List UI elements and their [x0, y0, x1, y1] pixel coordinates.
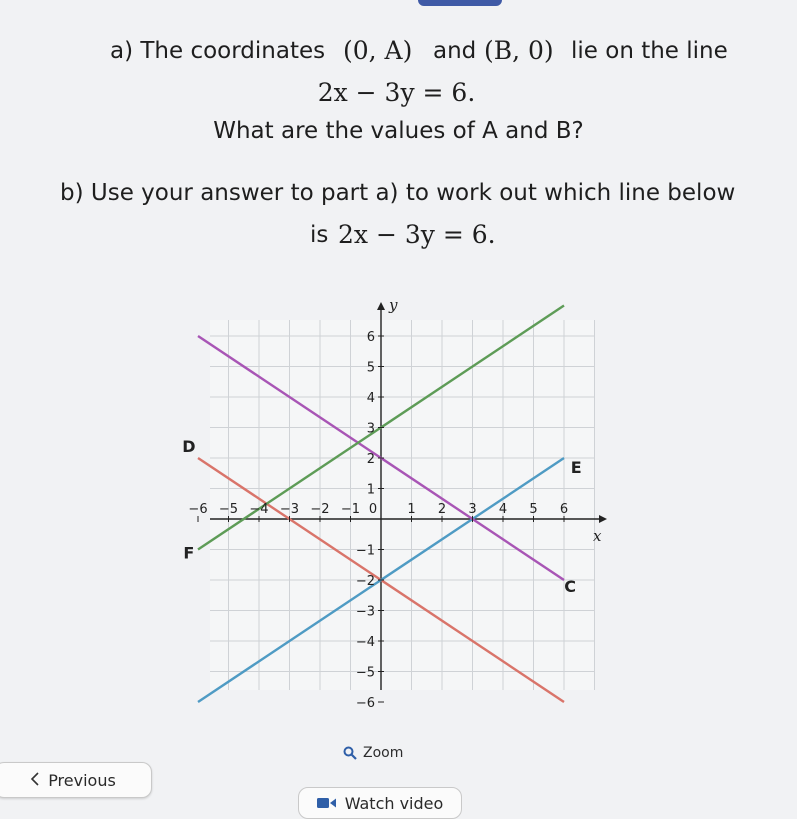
y-tick-label: −6 — [355, 696, 375, 711]
x-tick-label: 1 — [407, 502, 416, 517]
chevron-left-icon — [30, 771, 40, 790]
video-camera-icon — [317, 797, 337, 809]
y-tick-label: −4 — [355, 635, 375, 650]
previous-label: Previous — [48, 770, 116, 790]
zoom-label: Zoom — [363, 745, 404, 761]
x-axis-arrow — [599, 515, 607, 523]
x-tick-label: 3 — [468, 502, 477, 517]
line-label-F: F — [183, 543, 195, 563]
x-tick-label: 5 — [529, 502, 538, 517]
y-tick-label: −2 — [355, 574, 375, 589]
x-tick-label: −3 — [279, 502, 300, 517]
x-tick-label: 6 — [559, 502, 569, 517]
x-axis-label: x — [593, 527, 602, 545]
x-tick-label: 2 — [437, 502, 447, 517]
line-label-E: E — [570, 458, 582, 478]
y-tick-label: −5 — [355, 665, 375, 681]
y-tick-label: −1 — [355, 543, 375, 559]
y-tick-label: −3 — [355, 604, 375, 620]
part-a-prefix: a) The coordinates — [110, 38, 326, 64]
part-a-suffix: lie on the line — [571, 38, 728, 64]
y-tick-label: 6 — [366, 330, 375, 345]
watch-video-button[interactable] — [298, 787, 462, 819]
coordinate-graph — [182, 295, 615, 711]
x-tick-label: −1 — [340, 502, 361, 517]
x-tick-label: −5 — [218, 502, 239, 517]
y-tick-label: 4 — [366, 391, 375, 406]
previous-button[interactable] — [0, 762, 152, 798]
x-tick-label: −2 — [310, 502, 330, 517]
top-tab-indicator — [418, 0, 502, 6]
part-a-and: and — [433, 38, 477, 64]
equation-b: 2x − 3y = 6. — [338, 220, 496, 249]
y-tick-label: 3 — [366, 421, 375, 437]
part-b-text: b) Use your answer to part a) to work out which line below — [60, 180, 736, 206]
part-b-is: is — [310, 222, 329, 248]
y-tick-label: 5 — [366, 360, 375, 376]
x-tick-label: 4 — [498, 502, 508, 517]
part-a-question: What are the values of A and B? — [213, 118, 584, 144]
y-axis-arrow — [377, 302, 385, 310]
magnifier-icon — [343, 746, 357, 760]
y-tick-label: 1 — [366, 482, 375, 498]
equation-a: 2x − 3y = 6. — [317, 78, 476, 107]
zoom-button[interactable] — [343, 742, 403, 764]
y-tick-label: 2 — [366, 452, 375, 467]
x-tick-label: −6 — [188, 502, 208, 517]
coord-2: (B, 0) — [484, 36, 554, 65]
coord-1: (0, A) — [343, 36, 413, 65]
x-tick-label: 0 — [368, 502, 378, 517]
watch-video-label: Watch video — [344, 793, 444, 813]
x-tick-label: −4 — [249, 502, 269, 517]
y-axis-label: y — [389, 296, 398, 314]
line-label-D: D — [182, 436, 196, 456]
line-label-C: C — [564, 577, 576, 597]
